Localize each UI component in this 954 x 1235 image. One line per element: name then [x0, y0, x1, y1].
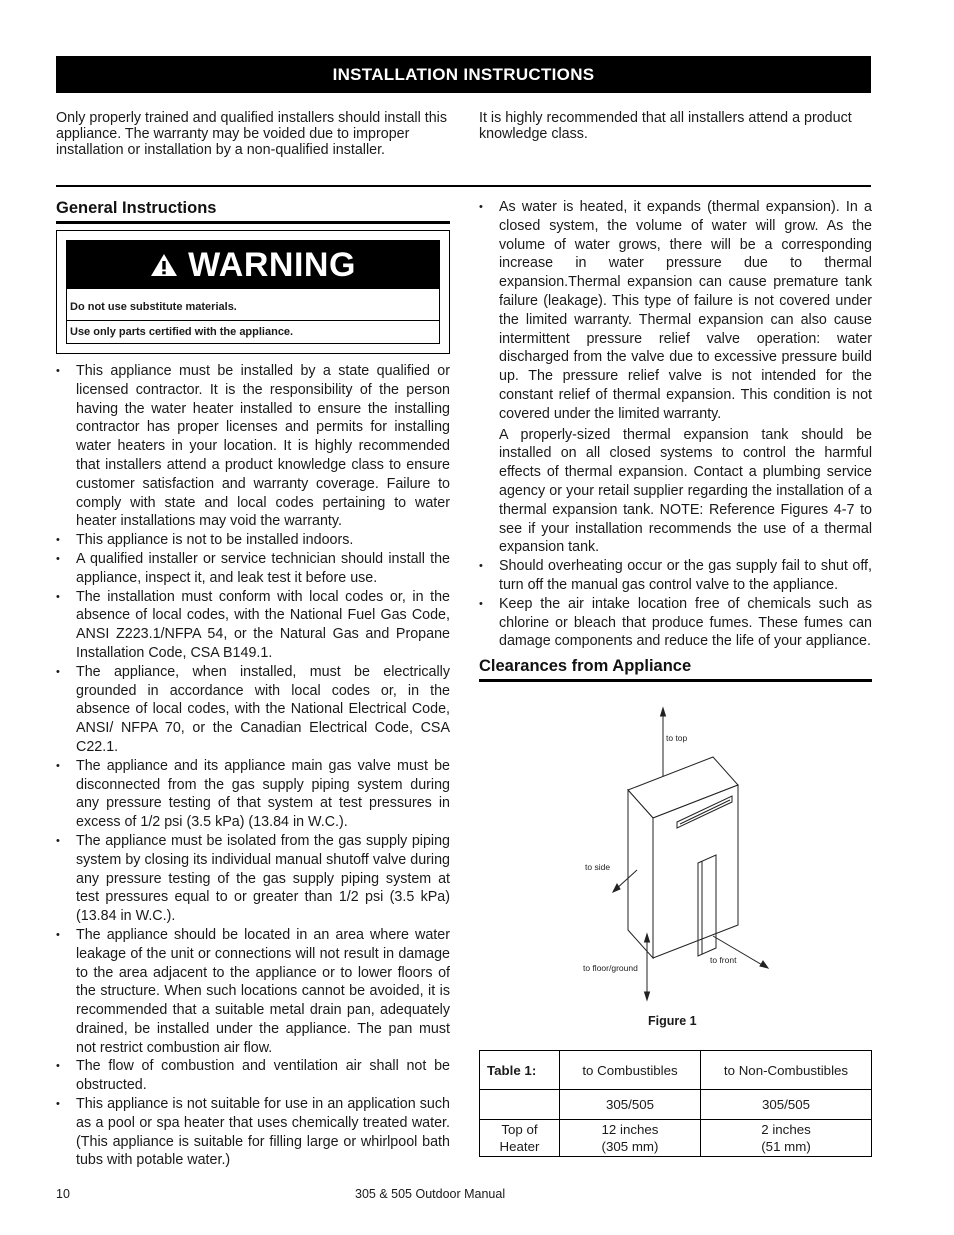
general-bullets-right [479, 198, 872, 651]
list-item: • The appliance and its appliance main gas valve must be disconnected from the gas supply piping system during any pressure testing of that system at test pressures in excess of 1/2 psi (3.5 kPa) (13.84 in W.C.). [56, 757, 450, 832]
warning-line-2: Use only parts certified with the appliance. [70, 326, 294, 338]
table-cell: 12 inches (305 mm) [560, 1120, 701, 1157]
warning-title [67, 241, 439, 289]
list-item [479, 198, 872, 557]
thermal-tank-paragraph: A properly-sized thermal expansion tank should be installed on all closed systems to control the harmful effects of thermal expansion. Contact a plumbing service agency or your retail supplier regarding the installation of a thermal expansion tank. NOTE: Reference Figures 4-7 to see if your installation recommends the use of a thermal expansion tank. [499, 426, 872, 556]
table-row [480, 1120, 872, 1157]
heading-rule [479, 679, 872, 682]
list-item: • The appliance, when installed, must be electrically grounded in accordance with local codes or, in the absence of local codes, with the National Electrical Code, ANSI/ NFPA 70, or the Canadian Electrical Code, CSA C22.1. [56, 663, 450, 757]
clearances-heading: Clearances from Appliance [479, 657, 692, 675]
general-instructions-heading: General Instructions [56, 199, 217, 217]
list-item: • Keep the air intake location free of chemicals such as chlorine or bleach that produce fumes. These fumes can damage components and reduce the life of your appliance. [479, 595, 872, 651]
table-header-noncombustibles: to Non-Combustibles [701, 1051, 872, 1090]
list-item: • This appliance must be installed by a state qualified or licensed contractor. It is the responsibility of the person having the water heater installed to ensure the installing contractor has proper licenses and permits for installing water heaters in your location. It is highly recommended that installers attend a product knowledge class to ensure customer satisfaction and warranty coverage. Failure to comply with state and local codes pertaining to water heater installations may void the warranty. [56, 362, 450, 531]
label-to-side: to side [585, 862, 611, 872]
label-to-top: to top [666, 733, 688, 743]
clearance-figure [480, 700, 870, 1020]
figure-caption: Figure 1 [648, 1014, 697, 1028]
intro-right: It is highly recommended that all installers attend a product knowledge class. [479, 110, 852, 142]
warning-title-text: WARNING [188, 245, 356, 284]
list-item: • The flow of combustion and ventilation air shall not be obstructed. [56, 1057, 450, 1095]
intro-left: Only properly trained and qualified installers should install this appliance. The warranty may be voided due to improper installation or installation by a non-qualified installer. [56, 110, 447, 158]
clearance-table [479, 1050, 872, 1157]
list-item: • The installation must conform with local codes or, in the absence of local codes, with the National Fuel Gas Code, ANSI Z223.1/NFPA 54, or the Natural Gas and Propane Installation Code, CSA B149.1. [56, 588, 450, 663]
list-item: • This appliance is not to be installed indoors. [56, 531, 450, 550]
table-row [480, 1051, 872, 1090]
footer-title: 305 & 505 Outdoor Manual [355, 1187, 506, 1201]
label-to-front: to front [710, 955, 737, 965]
table-label: Table 1: [480, 1051, 560, 1090]
warning-line-1: Do not use substitute materials. [70, 301, 237, 313]
heading-rule [56, 221, 450, 224]
warning-separator [67, 320, 439, 321]
label-to-floor: to floor/ground [583, 963, 638, 973]
warning-triangle-icon [150, 253, 178, 277]
table-header-combustibles: to Combustibles [560, 1051, 701, 1090]
page-number: 10 [56, 1187, 70, 1201]
list-item: • The appliance should be located in an area where water leakage of the unit or connections will not result in damage to the area adjacent to the appliance or to lower floors of the structure. When such locations cannot be avoided, it is recommended that a suitable metal drain pan, adequately drained, be installed under the appliance. The pan must not restrict combustion air flow. [56, 926, 450, 1058]
table-row [480, 1090, 872, 1120]
section-banner: INSTALLATION INSTRUCTIONS [56, 56, 871, 93]
table-cell: 305/505 [560, 1090, 701, 1120]
list-item: • A qualified installer or service technician should install the appliance, inspect it, and leak test it before use. [56, 550, 450, 588]
list-item: • Should overheating occur or the gas supply fail to shut off, turn off the manual gas control valve to the appliance. [479, 557, 872, 595]
table-cell [480, 1090, 560, 1120]
water-heater-diagram [480, 700, 870, 1020]
general-bullets-left [56, 362, 450, 1170]
divider [56, 185, 871, 187]
table-cell: Top of Heater [480, 1120, 560, 1157]
list-item: • This appliance is not suitable for use in an application such as a pool or spa heater that uses chemically treated water. (This appliance is suitable for filling large or whirlpool bath tubs with potable water.) [56, 1095, 450, 1170]
warning-inner [66, 240, 440, 344]
table-cell: 2 inches (51 mm) [701, 1120, 872, 1157]
table-cell: 305/505 [701, 1090, 872, 1120]
thermal-expansion-paragraph: • As water is heated, it expands (thermal expansion). In a closed system, the volume of water will grow. As the volume of water grows, there will be a corresponding increase in water pressure due to thermal expansion.Thermal expansion can cause premature tank failure (leakage). This type of failure is not covered under the limited warranty. Thermal expansion can also cause intermittent pressure relief valve operation: water discharged from the valve due to excessive pressure build up. The pressure relief valve is not intended for the constant relief of thermal expansion. This condition is not covered under the limited warranty. [499, 199, 872, 422]
list-item: • The appliance must be isolated from the gas supply piping system by closing its individual manual shutoff valve during any pressure testing of the gas supply piping system at test pressures equal to or greater than 1/2 psi (3.5 kPa) (13.84 in W.C.). [56, 832, 450, 926]
warning-box [56, 230, 450, 354]
